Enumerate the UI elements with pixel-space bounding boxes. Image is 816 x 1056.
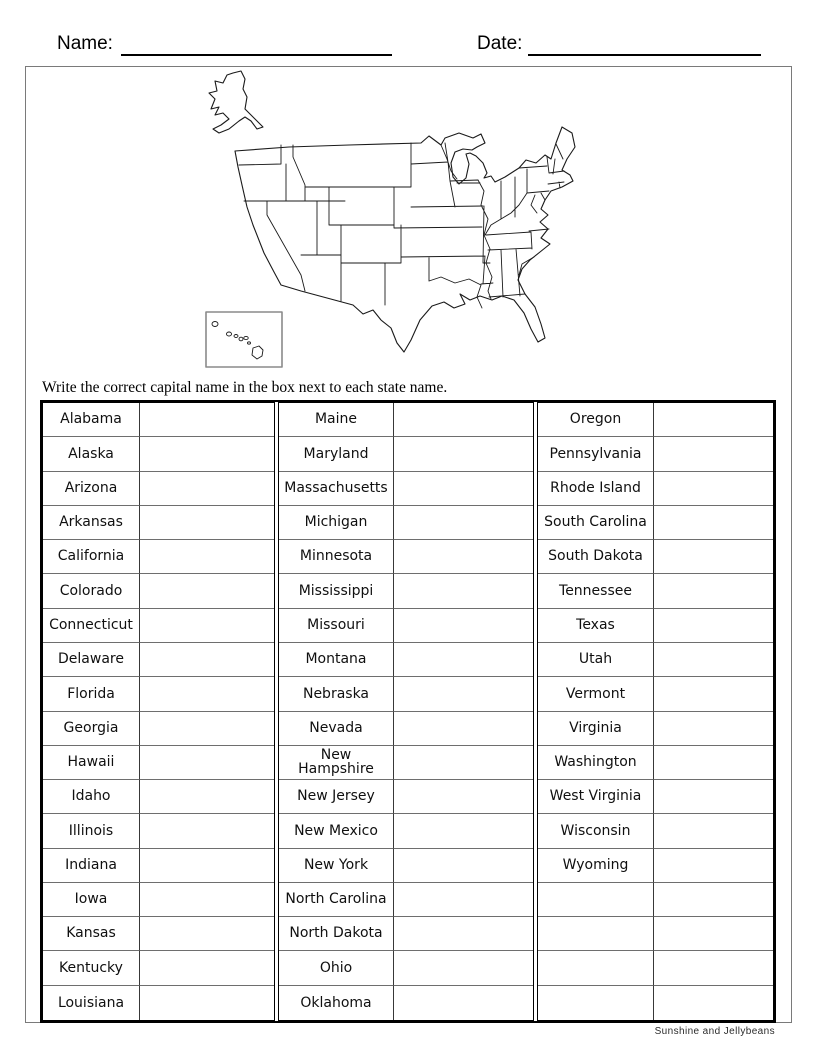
state-name-cell: Wyoming <box>538 849 654 883</box>
capital-answer-box[interactable] <box>394 609 533 643</box>
capital-answer-box[interactable] <box>654 780 773 814</box>
capital-answer-box[interactable] <box>140 883 274 917</box>
capital-answer-box[interactable] <box>654 574 773 608</box>
state-name-cell: Virginia <box>538 712 654 746</box>
capital-answer-box[interactable] <box>140 609 274 643</box>
state-name-cell <box>538 917 654 951</box>
state-name-cell: Michigan <box>279 506 394 540</box>
capital-answer-box[interactable] <box>654 472 773 506</box>
state-name-cell: Washington <box>538 746 654 780</box>
capital-answer-box[interactable] <box>140 780 274 814</box>
capital-answer-box[interactable] <box>394 849 533 883</box>
name-input-line[interactable] <box>121 36 392 56</box>
state-name-cell: Wisconsin <box>538 814 654 848</box>
capital-answer-box[interactable] <box>654 437 773 471</box>
date-input-line[interactable] <box>528 36 761 56</box>
table-section-3 <box>537 402 774 1021</box>
capital-answer-box[interactable] <box>140 986 274 1020</box>
state-name-cell: Connecticut <box>43 609 140 643</box>
capital-answer-box[interactable] <box>394 677 533 711</box>
state-name-cell <box>538 951 654 985</box>
state-name-cell: Tennessee <box>538 574 654 608</box>
state-name-cell: Arizona <box>43 472 140 506</box>
capital-answer-box[interactable] <box>394 814 533 848</box>
capital-answer-box[interactable] <box>394 403 533 437</box>
capital-answer-box[interactable] <box>140 951 274 985</box>
state-name-cell: North Dakota <box>279 917 394 951</box>
table-section-1 <box>42 402 275 1021</box>
state-name-cell: Nevada <box>279 712 394 746</box>
state-name-cell: Nebraska <box>279 677 394 711</box>
state-name-cell: Texas <box>538 609 654 643</box>
state-name-cell: Maryland <box>279 437 394 471</box>
capital-answer-box[interactable] <box>654 540 773 574</box>
capital-answer-box[interactable] <box>654 506 773 540</box>
credit-text: Sunshine and Jellybeans <box>654 1026 775 1037</box>
capital-answer-box[interactable] <box>140 677 274 711</box>
state-name-cell: Delaware <box>43 643 140 677</box>
capital-answer-box[interactable] <box>654 951 773 985</box>
state-name-cell: Kansas <box>43 917 140 951</box>
capital-answer-box[interactable] <box>394 780 533 814</box>
capital-answer-box[interactable] <box>394 712 533 746</box>
capital-answer-box[interactable] <box>394 506 533 540</box>
hawaii-islands <box>212 322 263 360</box>
capital-answer-box[interactable] <box>140 917 274 951</box>
capital-answer-box[interactable] <box>394 746 533 780</box>
mainland-outline <box>235 127 575 352</box>
state-name-cell: South Dakota <box>538 540 654 574</box>
capital-answer-box[interactable] <box>394 574 533 608</box>
capital-answer-box[interactable] <box>654 917 773 951</box>
state-name-cell: Kentucky <box>43 951 140 985</box>
state-name-cell: Colorado <box>43 574 140 608</box>
capital-answer-box[interactable] <box>394 917 533 951</box>
state-name-cell: California <box>43 540 140 574</box>
state-name-cell: New Mexico <box>279 814 394 848</box>
state-name-cell: Hawaii <box>43 746 140 780</box>
capital-answer-box[interactable] <box>394 883 533 917</box>
capital-answer-box[interactable] <box>654 403 773 437</box>
state-name-cell: Illinois <box>43 814 140 848</box>
date-label: Date: <box>477 33 523 54</box>
state-name-cell: Florida <box>43 677 140 711</box>
state-name-cell: Maine <box>279 403 394 437</box>
state-name-cell: Oklahoma <box>279 986 394 1020</box>
state-name-cell: Minnesota <box>279 540 394 574</box>
capital-answer-box[interactable] <box>140 472 274 506</box>
capital-answer-box[interactable] <box>140 814 274 848</box>
capital-answer-box[interactable] <box>394 437 533 471</box>
capital-answer-box[interactable] <box>394 540 533 574</box>
capital-answer-box[interactable] <box>140 540 274 574</box>
state-name-cell: Pennsylvania <box>538 437 654 471</box>
capital-answer-box[interactable] <box>394 643 533 677</box>
capital-answer-box[interactable] <box>654 746 773 780</box>
capital-answer-box[interactable] <box>394 951 533 985</box>
state-name-cell: South Carolina <box>538 506 654 540</box>
state-name-cell: North Carolina <box>279 883 394 917</box>
capital-answer-box[interactable] <box>140 437 274 471</box>
capital-answer-box[interactable] <box>654 814 773 848</box>
state-name-cell: West Virginia <box>538 780 654 814</box>
capitals-table <box>40 400 776 1023</box>
capital-answer-box[interactable] <box>140 849 274 883</box>
capital-answer-box[interactable] <box>140 403 274 437</box>
state-name-cell: Montana <box>279 643 394 677</box>
state-name-cell: New Hampshire <box>279 746 394 780</box>
state-name-cell: Indiana <box>43 849 140 883</box>
state-name-cell: Massachusetts <box>279 472 394 506</box>
state-name-cell: Arkansas <box>43 506 140 540</box>
capital-answer-box[interactable] <box>654 986 773 1020</box>
state-name-cell: New York <box>279 849 394 883</box>
state-name-cell: Ohio <box>279 951 394 985</box>
name-label: Name: <box>57 33 113 54</box>
state-name-cell: Mississippi <box>279 574 394 608</box>
capital-answer-box[interactable] <box>654 643 773 677</box>
state-name-cell: Idaho <box>43 780 140 814</box>
state-name-cell: Alaska <box>43 437 140 471</box>
state-name-cell <box>538 986 654 1020</box>
capital-answer-box[interactable] <box>654 677 773 711</box>
state-name-cell: Rhode Island <box>538 472 654 506</box>
capital-answer-box[interactable] <box>654 712 773 746</box>
us-map <box>189 67 601 373</box>
capital-answer-box[interactable] <box>654 883 773 917</box>
capital-answer-box[interactable] <box>654 609 773 643</box>
state-name-cell <box>538 883 654 917</box>
state-name-cell: Missouri <box>279 609 394 643</box>
alaska-outline <box>209 71 263 133</box>
capital-answer-box[interactable] <box>654 849 773 883</box>
state-borders <box>239 143 564 308</box>
state-name-cell: Alabama <box>43 403 140 437</box>
capital-answer-box[interactable] <box>394 986 533 1020</box>
capital-answer-box[interactable] <box>394 472 533 506</box>
capital-answer-box[interactable] <box>140 643 274 677</box>
state-name-cell: Iowa <box>43 883 140 917</box>
state-name-cell: New Jersey <box>279 780 394 814</box>
state-name-cell: Utah <box>538 643 654 677</box>
capital-answer-box[interactable] <box>140 712 274 746</box>
capital-answer-box[interactable] <box>140 574 274 608</box>
capital-answer-box[interactable] <box>140 506 274 540</box>
state-name-cell: Vermont <box>538 677 654 711</box>
state-name-cell: Louisiana <box>43 986 140 1020</box>
instruction-text: Write the correct capital name in the box next to each state name. <box>42 379 448 396</box>
state-name-cell: Oregon <box>538 403 654 437</box>
content-frame <box>25 66 792 1023</box>
capital-answer-box[interactable] <box>140 746 274 780</box>
table-section-2 <box>278 402 534 1021</box>
state-name-cell: Georgia <box>43 712 140 746</box>
